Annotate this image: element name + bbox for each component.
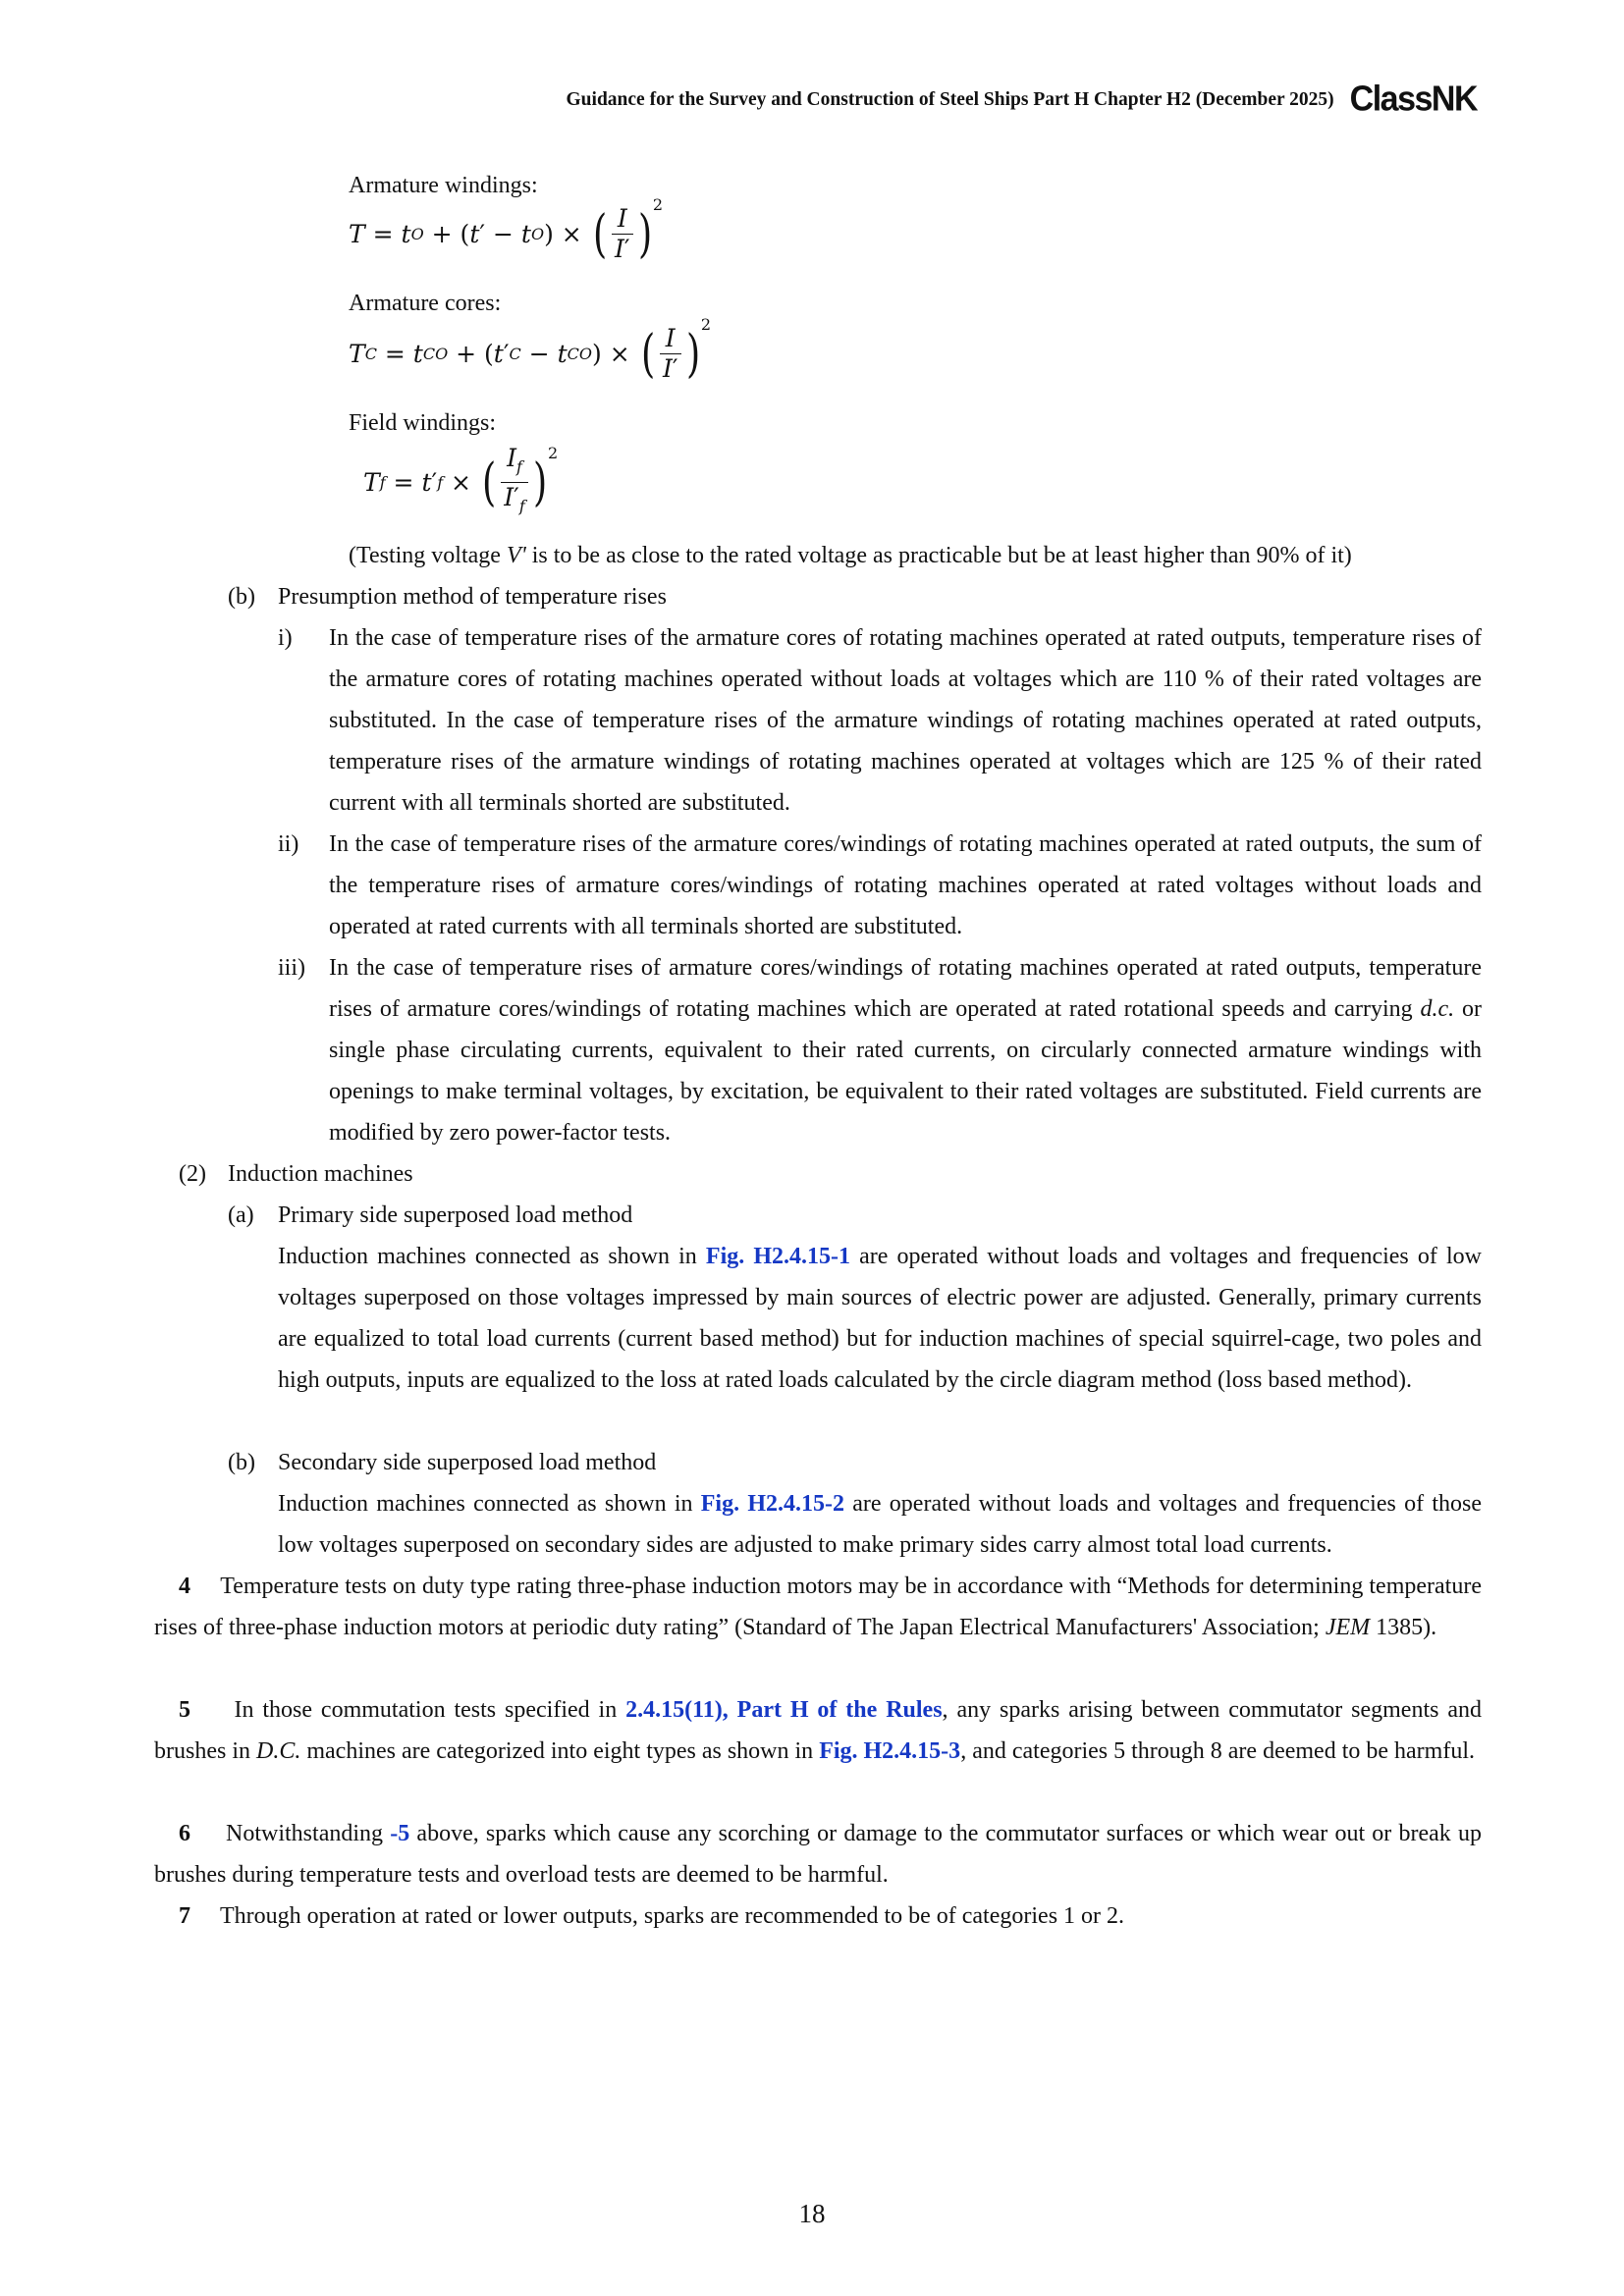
link-fig-h2-4-15-2[interactable]: Fig. H2.4.15-2 — [700, 1491, 844, 1517]
paragraph-6-number: 6 — [179, 1821, 190, 1846]
item-iii-text: In the case of temperature rises of armature cores/windings of rotating machines operated at rated outputs, temperature rises of armature cores/windings of rotating machines which are operated at rated rotational speeds and carrying d.c. or single phase circulating currents, equivalent to their rated currents, on circularly connected armature windings with openings to make terminal voltages, by excitation, be equivalent to their rated voltages are substituted. Field currents are modified by zero power-factor tests. — [329, 955, 1482, 1146]
section-2a-text: Induction machines connected as shown in Fig. H2.4.15-1 are operated without loads and voltages and frequencies of low voltages superposed on those voltages impressed by main sources of electric power are adjusted. Generally, primary currents are equalized to total load currents (current based method) but for induction machines of special squirrel-cage, two poles and high outputs, inputs are equalized to the loss at rated loads calculated by the circle diagram method (loss based method). — [278, 1244, 1482, 1393]
item-iii-label: iii) — [278, 955, 305, 981]
paragraph-4-number: 4 — [179, 1574, 190, 1599]
field-windings-label: Field windings: — [349, 410, 497, 436]
section-2-label: (2) — [179, 1161, 206, 1187]
page-number: 18 — [798, 2199, 826, 2228]
armature-windings-label: Armature windings: — [349, 173, 538, 198]
link-fig-h2-4-15-1[interactable]: Fig. H2.4.15-1 — [705, 1244, 851, 1269]
item-i-label: i) — [278, 625, 293, 651]
section-2a-title: Primary side superposed load method — [278, 1202, 633, 1228]
link-fig-h2-4-15-3[interactable]: Fig. H2.4.15-3 — [819, 1738, 961, 1764]
formula-armature-cores: T C = t CO + ( t ′ C − t CO ) × ( $\frac{I}{I'}$ ) 2 — [349, 315, 711, 384]
formula-field-windings: T f = t ′ f × ( $\frac{I_f}{I'_f}$ ) 2 — [363, 444, 558, 521]
paragraph-5: 5 In those commutation tests specified in 2.4.15(11), Part H of the Rules, any sparks arising between commutator segments and brushes in D.C. machines are categorized into eight types as shown in Fig. H2.4.15-3, and categories 5 through 8 are deemed to be harmful. — [154, 1697, 1483, 1764]
link-para-5[interactable]: -5 — [390, 1821, 410, 1846]
section-2a-label: (a) — [228, 1202, 254, 1228]
section-b-label: (b) — [228, 584, 255, 610]
formula-armature-windings: T = t O + ( t ′ − t O ) × ( $\frac{I}{I'}$ ) 2 — [349, 195, 664, 264]
paragraph-7-number: 7 — [179, 1903, 190, 1929]
item-ii-text: In the case of temperature rises of the armature cores/windings of rotating machines operated at rated outputs, the sum of the temperature rises of armature cores/windings of rotating machines operated at rated voltages without loads and operated at rated currents with all terminals shorted are substituted. — [329, 831, 1482, 939]
link-rules-2-4-15-11[interactable]: 2.4.15(11), Part H of the Rules — [625, 1697, 943, 1723]
testing-voltage-note: (Testing voltage V' is to be as close to the rated voltage as practicable but be at least higher than 90% of it) — [349, 543, 1352, 568]
paragraph-5-number: 5 — [179, 1697, 190, 1723]
section-2b-text: Induction machines connected as shown in Fig. H2.4.15-2 are operated without loads and voltages and frequencies of those low voltages superposed on secondary sides are adjusted to make primary sides carry almost total load currents. — [278, 1491, 1482, 1558]
paragraph-4: 4 Temperature tests on duty type rating three-phase induction motors may be in accordance with “Methods for determining temperature rises of three-phase induction motors at periodic duty rating” (Standard of The Japan Electrical Manufacturers' Association; JEM 1385). — [154, 1574, 1482, 1640]
section-b-title: Presumption method of temperature rises — [278, 584, 667, 610]
page-header — [567, 80, 1477, 119]
section-2-title: Induction machines — [228, 1161, 413, 1187]
item-i-text: In the case of temperature rises of the armature cores of rotating machines operated at rated outputs, temperature rises of the armature cores of rotating machines operated without loads at voltages which are 110 % of their rated voltages are substituted. In the case of temperature rises of the armature windings of rotating machines operated at rated outputs, temperature rises of the armature windings of rotating machines operated at voltages which are 125 % of their rated current with all terminals shorted are substituted. — [329, 625, 1482, 816]
section-2b-label: (b) — [228, 1450, 255, 1475]
armature-cores-label: Armature cores: — [349, 291, 502, 316]
paragraph-6: 6 Notwithstanding -5 above, sparks which cause any scorching or damage to the commutator surfaces or which wear out or break up brushes during temperature tests and overload tests are deemed to be harmful. — [154, 1821, 1483, 1888]
item-ii-label: ii) — [278, 831, 299, 857]
section-2b-title: Secondary side superposed load method — [278, 1450, 657, 1475]
paragraph-7: 7 Through operation at rated or lower outputs, sparks are recommended to be of categories 1 or 2. — [179, 1903, 1125, 1929]
document-title: Guidance for the Survey and Construction of Steel Ships Part H Chapter H2 (December 2025) — [566, 88, 1334, 110]
classnk-logo: ClassNK — [1349, 80, 1477, 119]
